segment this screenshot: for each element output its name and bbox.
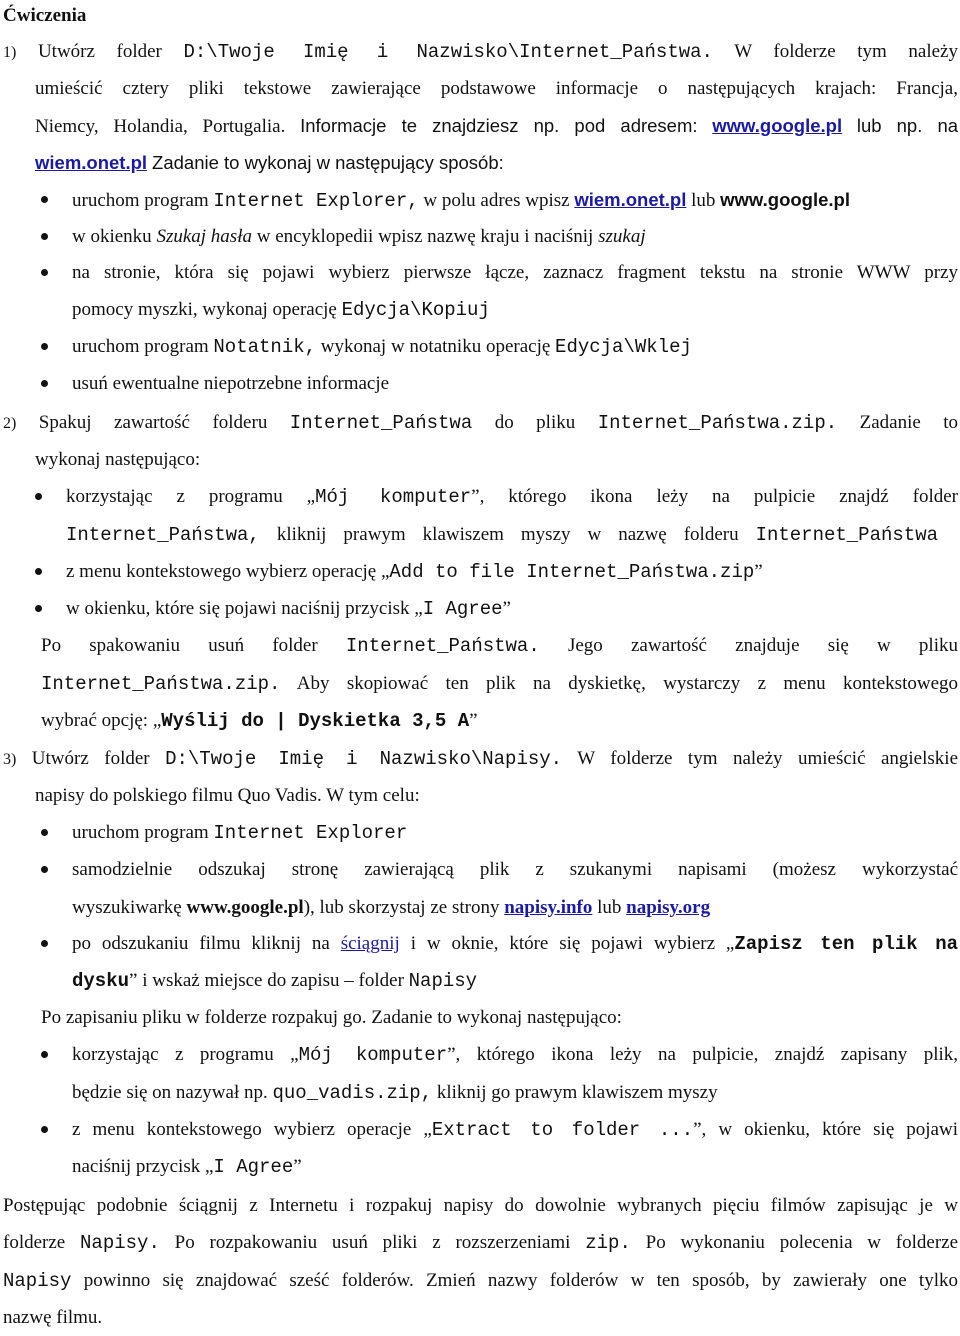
ex3-line2: napisy do polskiego filmu Quo Vadis. W tym celu: <box>35 785 420 806</box>
ex2-para-line1 <box>41 627 958 664</box>
program-name: Internet Explorer, <box>213 190 419 212</box>
folder-path: D:\Twoje Imię i Nazwisko\Napisy. <box>165 748 563 770</box>
text: ” i wskaż miejsce do zapisu – folder <box>129 970 404 991</box>
ex2-bullet3 <box>66 590 960 627</box>
text: kliknij go prawym klawiszem myszy <box>436 1082 718 1103</box>
bullet-icon <box>35 493 42 500</box>
text: z menu kontekstowego wybierz operację „ <box>66 561 390 582</box>
button-name: I Agree <box>213 1156 294 1178</box>
ex2-line2: wykonaj następująco: <box>35 449 201 470</box>
text: korzystając z programu „ <box>66 486 316 507</box>
ex3-bullet5-line1 <box>72 1111 958 1148</box>
button-name: I Agree <box>422 598 503 620</box>
text: ” <box>293 1156 302 1177</box>
text: Po spakowaniu usuń folder <box>41 635 318 656</box>
file-name: quo_vadis.zip, <box>272 1082 433 1104</box>
bullet-icon <box>41 829 48 836</box>
ex1-line1 <box>3 33 958 70</box>
text: wyszukiwarkę <box>72 897 182 918</box>
text: ” <box>754 561 763 582</box>
text: ), lub skorzystaj ze strony <box>303 897 500 918</box>
text: uruchom program <box>72 822 209 843</box>
menu-option: Zapisz ten plik na <box>734 933 959 955</box>
emphasis: szukaj <box>598 226 646 247</box>
text: w okienku, które się pojawi naciśnij przycisk „ <box>66 598 423 619</box>
text: w encyklopedii wpisz nazwę kraju i naciśnij <box>256 226 594 247</box>
folder-name: Internet_Państwa. <box>345 635 540 657</box>
bullet-icon <box>35 605 42 612</box>
napisy-info-link[interactable]: napisy.info <box>504 897 593 918</box>
bullet-icon <box>41 269 48 276</box>
text: ” <box>502 598 511 619</box>
text: ”, w okienku, które się pojawi <box>693 1119 958 1140</box>
folder-name: Napisy. <box>80 1232 160 1254</box>
ex3-bullet1 <box>72 814 960 851</box>
text: i w oknie, które się pojawi wybierz „ <box>410 933 735 954</box>
text: Niemcy, Holandia, Portugalia. <box>35 116 286 137</box>
folder-name: Internet_Państwa <box>289 412 473 434</box>
file-name: Internet_Państwa.zip. <box>597 412 838 434</box>
file-name: Internet_Państwa.zip. <box>41 673 281 695</box>
extension: zip. <box>585 1232 631 1254</box>
text: do pliku <box>494 412 576 433</box>
menu-operation: Edycja\Wklej <box>555 336 692 358</box>
text: wykonaj w notatniku operację <box>320 336 551 357</box>
ex3-bullet4-line1 <box>72 1036 958 1073</box>
text: ” <box>469 710 478 731</box>
text: z menu kontekstowego wybierz operacje „ <box>72 1119 432 1140</box>
ex3-bullet3-line2 <box>72 962 960 999</box>
final-line2 <box>3 1224 958 1261</box>
text: w polu adres wpisz <box>423 190 570 211</box>
text: korzystając z programu „ <box>72 1044 299 1065</box>
ex1-bullet4 <box>72 328 960 365</box>
folder-name: Napisy <box>3 1270 72 1292</box>
text: ”, którego ikona leży na pulpicie, znajdź zapisany plik, <box>447 1044 959 1065</box>
menu-operation: Add to file Internet_Państwa.zip <box>389 561 755 583</box>
text: powinno się znajdować sześć folderów. Zmień nazwy folderów w ten sposób, by zawierały one tylko <box>83 1270 958 1291</box>
menu-operation: Wyślij do | Dyskietka 3,5 A <box>161 710 470 732</box>
text: uruchom program <box>72 190 209 211</box>
text: lub np. na <box>856 115 959 136</box>
download-link[interactable]: ściągnij <box>340 933 400 954</box>
text: Aby skopiować ten plik na dyskietkę, wystarczy z menu kontekstowego <box>296 673 959 694</box>
menu-option: dysku <box>72 970 130 992</box>
ex1-number: 1) <box>3 44 17 61</box>
text: W folderze tym należy umieścić angielskie <box>577 748 958 769</box>
program-name: Internet Explorer <box>213 822 408 844</box>
ex3-bullet3-line1 <box>72 925 958 962</box>
text: po odszukaniu filmu kliknij na <box>72 933 330 954</box>
folder-name: Internet_Państwa <box>755 524 938 546</box>
ex2-bullet2 <box>66 553 960 590</box>
folder-name: Internet_Państwa, <box>66 524 260 546</box>
bullet-icon <box>35 568 42 575</box>
text: wybrać opcję: „ <box>41 710 162 731</box>
ex2-bullet1-line2 <box>66 516 938 553</box>
text: w okienku <box>72 226 152 247</box>
bullet-icon <box>41 380 48 387</box>
text: W folderze tym należy <box>734 41 958 62</box>
ex1-bullet5: usuń ewentualne niepotrzebne informacje <box>72 373 390 394</box>
ex2-para-line3 <box>41 702 960 739</box>
folder-name: Napisy <box>408 970 478 992</box>
bullet-icon <box>41 1051 48 1058</box>
ex1-bullet3-line1: na stronie, która się pojawi wybierz pierwsze łącze, zaznacz fragment tekstu na stronie WWW przy <box>72 262 958 283</box>
text: Po rozpakowaniu usuń pliki z rozszerzeniami <box>174 1232 571 1253</box>
text: Zadanie to wykonaj w następujący sposób: <box>152 152 504 173</box>
text: lub <box>597 897 622 918</box>
program-name: Notatnik, <box>213 336 317 358</box>
bullet-icon <box>41 233 48 240</box>
ex3-bullet5-line2 <box>72 1148 960 1185</box>
menu-operation: Edycja\Kopiuj <box>341 299 490 321</box>
ex1-line2: umieścić cztery pliki tekstowe zawierające podstawowe informacje o następujących krajach: Francja, <box>35 78 958 99</box>
text: Informacje te znajdziesz np. pod adresem: <box>300 115 698 136</box>
text: naciśnij przycisk „ <box>72 1156 214 1177</box>
page-title: Ćwiczenia <box>3 5 87 26</box>
emphasis: Szukaj hasła <box>156 226 252 247</box>
folder-path: D:\Twoje Imię i Nazwisko\Internet_Państwa. <box>183 41 713 63</box>
text: pomocy myszki, wykonaj operację <box>72 299 337 320</box>
ex3-para: Po zapisaniu pliku w folderze rozpakuj go. Zadanie to wykonaj następująco: <box>41 1007 622 1028</box>
menu-operation: Extract to folder ... <box>431 1119 694 1141</box>
text: Spakuj zawartość folderu <box>38 412 268 433</box>
google-text: www.google.pl <box>720 189 850 210</box>
ex2-para-line2 <box>41 665 958 702</box>
google-link[interactable]: www.google.pl <box>712 115 843 136</box>
final-line3 <box>3 1262 958 1299</box>
text: Zadanie to <box>859 412 959 433</box>
ex3-bullet4-line2 <box>72 1074 960 1111</box>
text: Po wykonaniu polecenia w folderze <box>645 1232 959 1253</box>
program-name: Mój komputer <box>315 486 472 508</box>
bullet-icon <box>41 343 48 350</box>
ex1-bullet2 <box>72 218 960 255</box>
bullet-icon <box>41 940 48 947</box>
ex3-bullet2-line1: samodzielnie odszukaj stronę zawierającą plik z szukanymi napisami (możesz wykorzystać <box>72 859 958 880</box>
onet-link[interactable]: wiem.onet.pl <box>35 152 148 173</box>
program-name: Mój komputer <box>298 1044 448 1066</box>
ex1-bullet3-line2 <box>72 291 960 328</box>
text: kliknij prawym klawiszem myszy w nazwę folderu <box>276 524 739 545</box>
final-line4: nazwę filmu. <box>3 1307 103 1328</box>
text: Jego zawartość znajduje się w pliku <box>567 635 958 656</box>
text: uruchom program <box>72 336 209 357</box>
text: lub <box>691 190 716 211</box>
bullet-icon <box>41 866 48 873</box>
text: będzie się on nazywał np. <box>72 1082 268 1103</box>
ex2-number: 2) <box>3 415 17 432</box>
bullet-icon <box>41 1126 48 1133</box>
ex3-line1 <box>3 740 958 777</box>
text: Utwórz folder <box>37 41 162 62</box>
google-text: www.google.pl <box>186 897 304 918</box>
text: ”, którego ikona leży na pulpicie znajdź folder <box>471 486 958 507</box>
text: Utwórz folder <box>31 748 150 769</box>
ex1-bullet1 <box>72 181 960 218</box>
bullet-icon <box>41 196 48 203</box>
ex3-bullet2-line2 <box>72 889 960 926</box>
napisy-org-link[interactable]: napisy.org <box>626 897 711 918</box>
ex1-line3 <box>35 107 958 144</box>
final-line1: Postępując podobnie ściągnij z Internetu i rozpakuj napisy do dowolnie wybranych pięciu filmów zapisując je w <box>3 1195 958 1216</box>
ex1-line4 <box>35 144 960 181</box>
onet-link[interactable]: wiem.onet.pl <box>574 189 687 210</box>
ex2-line1 <box>3 404 958 441</box>
ex3-number: 3) <box>3 751 17 768</box>
ex2-bullet1-line1 <box>66 478 958 515</box>
text: folderze <box>3 1232 66 1253</box>
